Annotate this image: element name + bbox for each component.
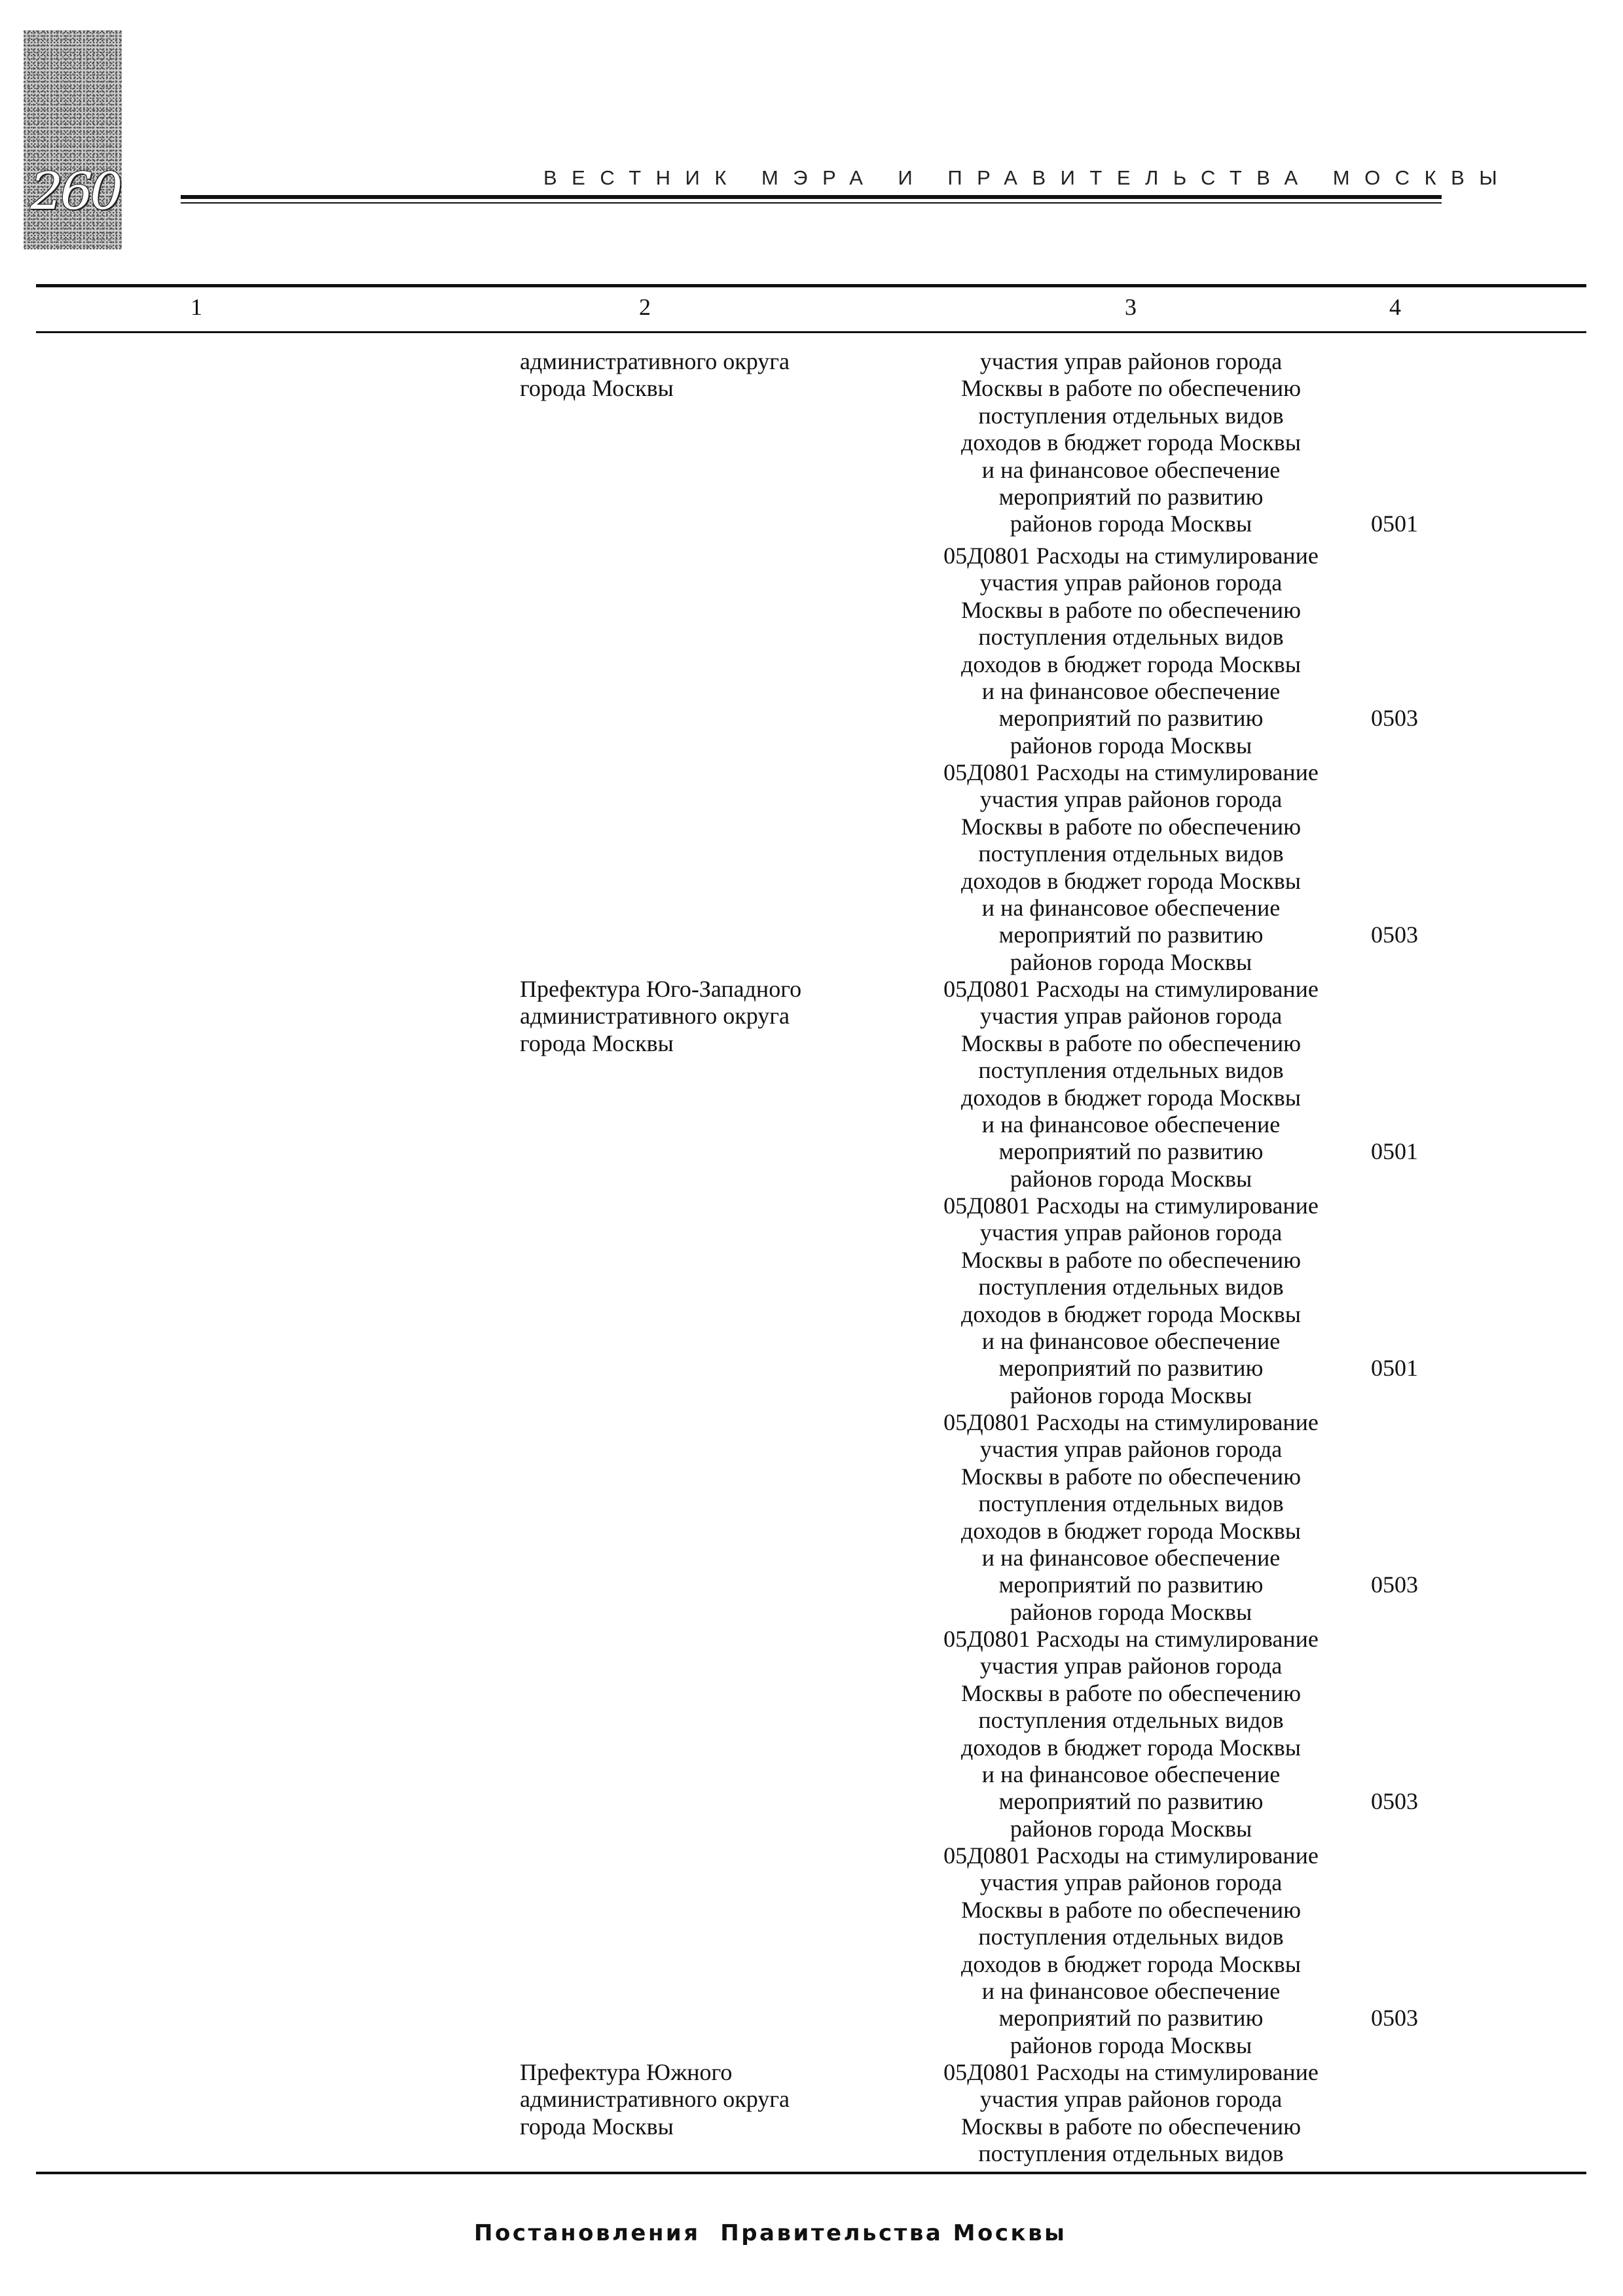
cell-expense-description: 05Д0801 Расходы на стимулирование участия управ районов города Москвы в работе по обеспечению поступления отдельных видов доходов в бюджет города Москвы и на финансовое обеспечение мероприятий по развитию районов города Москвы	[943, 976, 1319, 1192]
cell-expense-description: участия управ районов города Москвы в работе по обеспечению поступления отдельных видов доходов в бюджет города Москвы и на финансовое обеспечение мероприятий по развитию районов города Москвы	[960, 348, 1301, 537]
column-header-4: 4	[1389, 294, 1401, 320]
cell-section-code: 0501	[1371, 511, 1418, 537]
table-row	[0, 348, 1623, 543]
cell-section-code	[1342, 2059, 1447, 2221]
footer-section-title: Постановления Правительства Москвы	[474, 2220, 1067, 2246]
cell-organization: Префектура Юго-Западного административного округа города Москвы	[520, 976, 802, 1056]
table-top-rule	[36, 284, 1586, 287]
header-rule-thick	[181, 195, 1442, 199]
table-row	[0, 1842, 1623, 2059]
header-rule-thin	[181, 202, 1442, 204]
table-row	[0, 976, 1623, 1193]
cell-section-code: 0501	[1371, 1355, 1418, 1381]
cell-organization: Префектура Южного административного округа города Москвы	[520, 2059, 790, 2140]
cell-section-code: 0503	[1371, 922, 1418, 948]
table-row	[0, 1193, 1623, 1409]
masthead-title: ВЕСТНИК МЭРА И ПРАВИТЕЛЬСТВА МОСКВЫ	[543, 166, 1512, 189]
column-header-3: 3	[1125, 294, 1137, 320]
cell-section-code: 0503	[1371, 705, 1418, 731]
cell-section-code: 0503	[1371, 1788, 1418, 1814]
table-row	[0, 759, 1623, 976]
table-bottom-rule	[36, 2172, 1586, 2174]
cell-expense-description: 05Д0801 Расходы на стимулирование участия управ районов города Москвы в работе по обеспечению поступления отдельных видов доходов в бюджет города Москвы и на финансовое обеспечение мероприятий по развитию районов города Москвы	[943, 1842, 1319, 2058]
cell-expense-description: 05Д0801 Расходы на стимулирование участия управ районов города Москвы в работе по обеспечению поступления отдельных видов доходов в бюджет города Москвы и на финансовое обеспечение мероприятий по развитию районов города Москвы	[943, 759, 1319, 975]
cell-expense-description: 05Д0801 Расходы на стимулирование участия управ районов города Москвы в работе по обеспечению поступления отдельных видов доходов в бюджет города Москвы и на финансовое обеспечение мероприятий по развитию районов города Москвы	[943, 1626, 1319, 1842]
cell-expense-description: 05Д0801 Расходы на стимулирование участия управ районов города Москвы в работе по обеспечению поступления отдельных видов доходов в бюджет города Москвы и на финансовое обеспечение мероприятий по развитию районов города Москвы	[943, 543, 1319, 759]
cell-section-code: 0503	[1371, 1571, 1418, 1598]
page-number: 260	[30, 162, 120, 221]
cell-expense-description: 05Д0801 Расходы на стимулирование участия управ районов города Москвы в работе по обеспечению поступления отдельных видов доходов в бюджет города Москвы и на финансовое обеспечение мероприятий по развитию районов города Москвы	[943, 1409, 1319, 1625]
table-body	[0, 348, 1623, 2168]
cell-section-code: 0501	[1371, 1138, 1418, 1164]
table-row	[0, 543, 1623, 759]
column-header-2: 2	[639, 294, 651, 320]
cell-section-code: 0503	[1371, 2005, 1418, 2031]
cell-organization: административного округа города Москвы	[520, 348, 790, 402]
column-header-1: 1	[191, 294, 202, 320]
table-header-rule	[36, 331, 1586, 333]
table-row	[0, 1626, 1623, 1842]
cell-expense-description: 05Д0801 Расходы на стимулирование участия управ районов города Москвы в работе по обеспечению поступления отдельных видов	[943, 2059, 1319, 2167]
table-row	[0, 1409, 1623, 1626]
cell-expense-description: 05Д0801 Расходы на стимулирование участия управ районов города Москвы в работе по обеспечению поступления отдельных видов доходов в бюджет города Москвы и на финансовое обеспечение мероприятий по развитию районов города Москвы	[943, 1193, 1319, 1408]
